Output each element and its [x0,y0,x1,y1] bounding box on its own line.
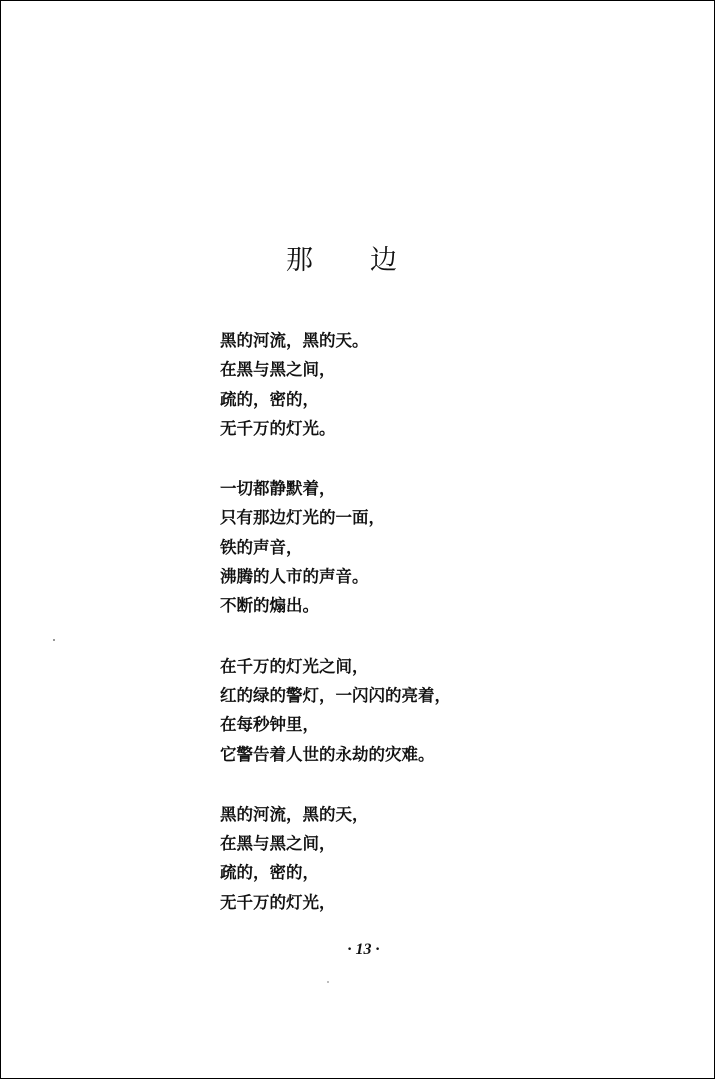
poem-line: 黑的河流，黑的天。 [220,331,369,350]
stanza [220,326,680,443]
stanza [220,800,680,917]
poem-line: 一切都静默着， [220,479,336,499]
poem-line: 在千万的灯光之间， [220,656,369,676]
scan-speck [53,639,55,641]
poem-title [1,244,714,284]
poem-line: 无千万的灯光， [220,892,336,912]
poem-line: 只有那边灯光的一面， [220,508,385,528]
poem-line: 沸腾的人市的声音。 [220,567,369,587]
poem-line: 它警告着人世的永劫的灾难。 [220,744,435,764]
poem-line: 红的绿的警灯，一闪闪的亮着， [220,685,451,705]
poem-line: 疏的，密的， [220,863,319,883]
stanza [220,474,680,620]
poem-line: 在黑与黑之间， [220,360,336,380]
poem-line: 疏的，密的， [220,389,319,409]
page-number: · 13 · [347,941,380,958]
stanza [220,652,680,769]
poem-title-char: 边 [370,245,397,276]
scan-speck [327,981,329,983]
stanza-break [220,443,680,474]
poem-line: 黑的河流，黑的天， [220,804,369,824]
poem-title-char: 那 [286,245,313,276]
poem-line: 在每秒钟里， [220,715,319,735]
poem-line: 铁的声音， [220,537,303,557]
poem-line: 不断的煽出。 [220,596,319,616]
poem-line: 在黑与黑之间， [220,834,336,854]
poem-line: 无千万的灯光。 [220,418,336,438]
stanza-break [220,621,680,652]
stanza-break [220,769,680,800]
poem-body [220,326,680,917]
